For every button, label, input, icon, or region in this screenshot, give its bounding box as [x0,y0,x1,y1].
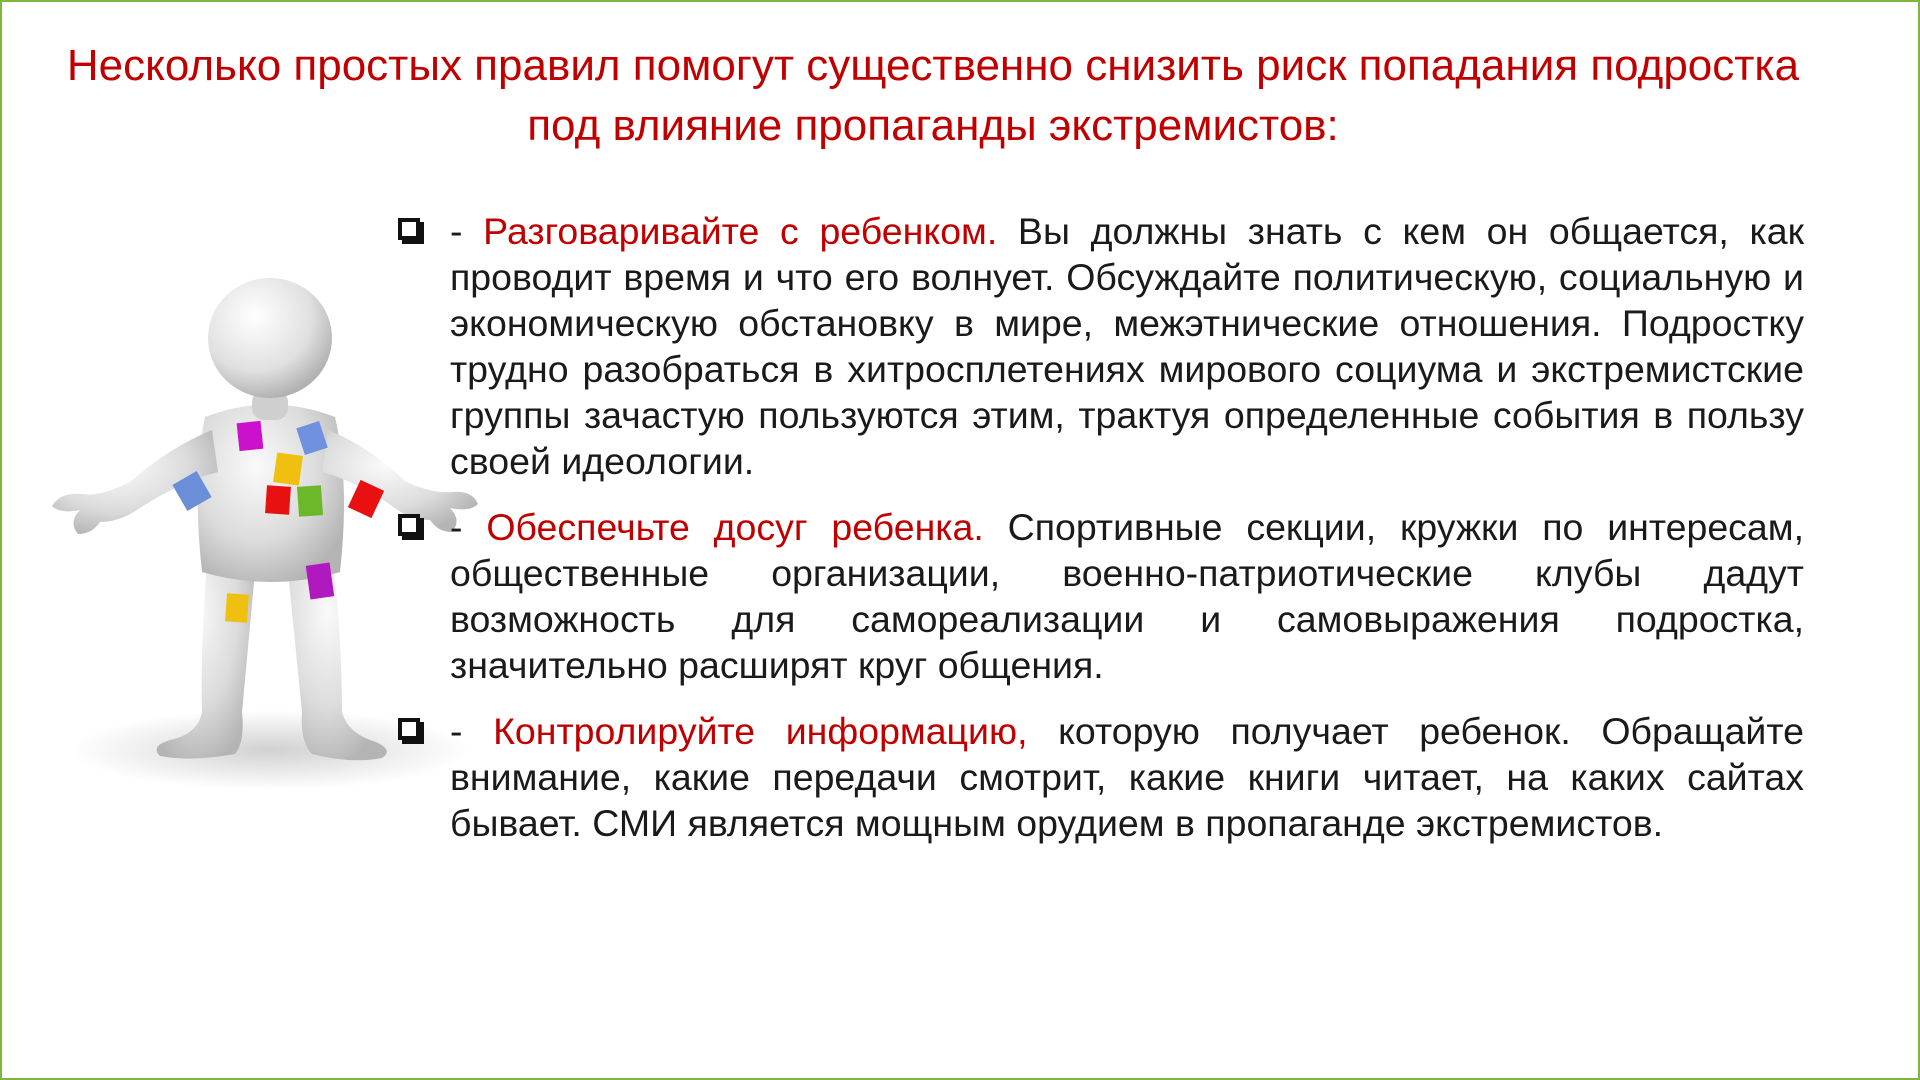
slide-title: Несколько простых правил помогут существенно снизить риск попадания подростка под влияние пропаганды экстремистов: [66,41,1800,150]
rule-text: Вы должны знать с кем он общается, как проводит время и что его волнует. Обсуждайте политическую, социальную и экономическую обстановку в мире, межэтнические отношения. Подростку трудно разобраться в хитросплетениях мирового социума и экстремистские группы зачастую пользуются этим, трактуя определенные события в пользу своей идеологии. [450,210,1804,482]
rule-text: которую получает ребенок. Обращайте внимание, какие передачи смотрит, какие книги читает, на каких сайтах бывает. СМИ является мощным орудием в пропаганде экстремистов. [450,710,1804,844]
rule-lead: Разговаривайте с ребенком. [483,210,998,252]
rule-item [394,504,1804,688]
rules-list [394,208,1804,866]
checkbox-bullet-icon [398,218,420,240]
rule-lead: Контролируйте информацию, [493,710,1028,752]
rule-dash: - [450,210,484,252]
rule-item [394,208,1804,484]
rule-dash: - [450,710,494,752]
rule-dash: - [450,506,487,548]
rule-text: Спортивные секции, кружки по интересам, общественные организации, военно-патриотические клубы дадут возможность для самореализации и самовыражения подростка, значительно расширят круг общения. [450,506,1804,686]
checkbox-bullet-icon [398,718,420,740]
rule-lead: Обеспечьте досуг ребенка. [486,506,984,548]
checkbox-bullet-icon [398,514,420,536]
rule-item [394,708,1804,846]
